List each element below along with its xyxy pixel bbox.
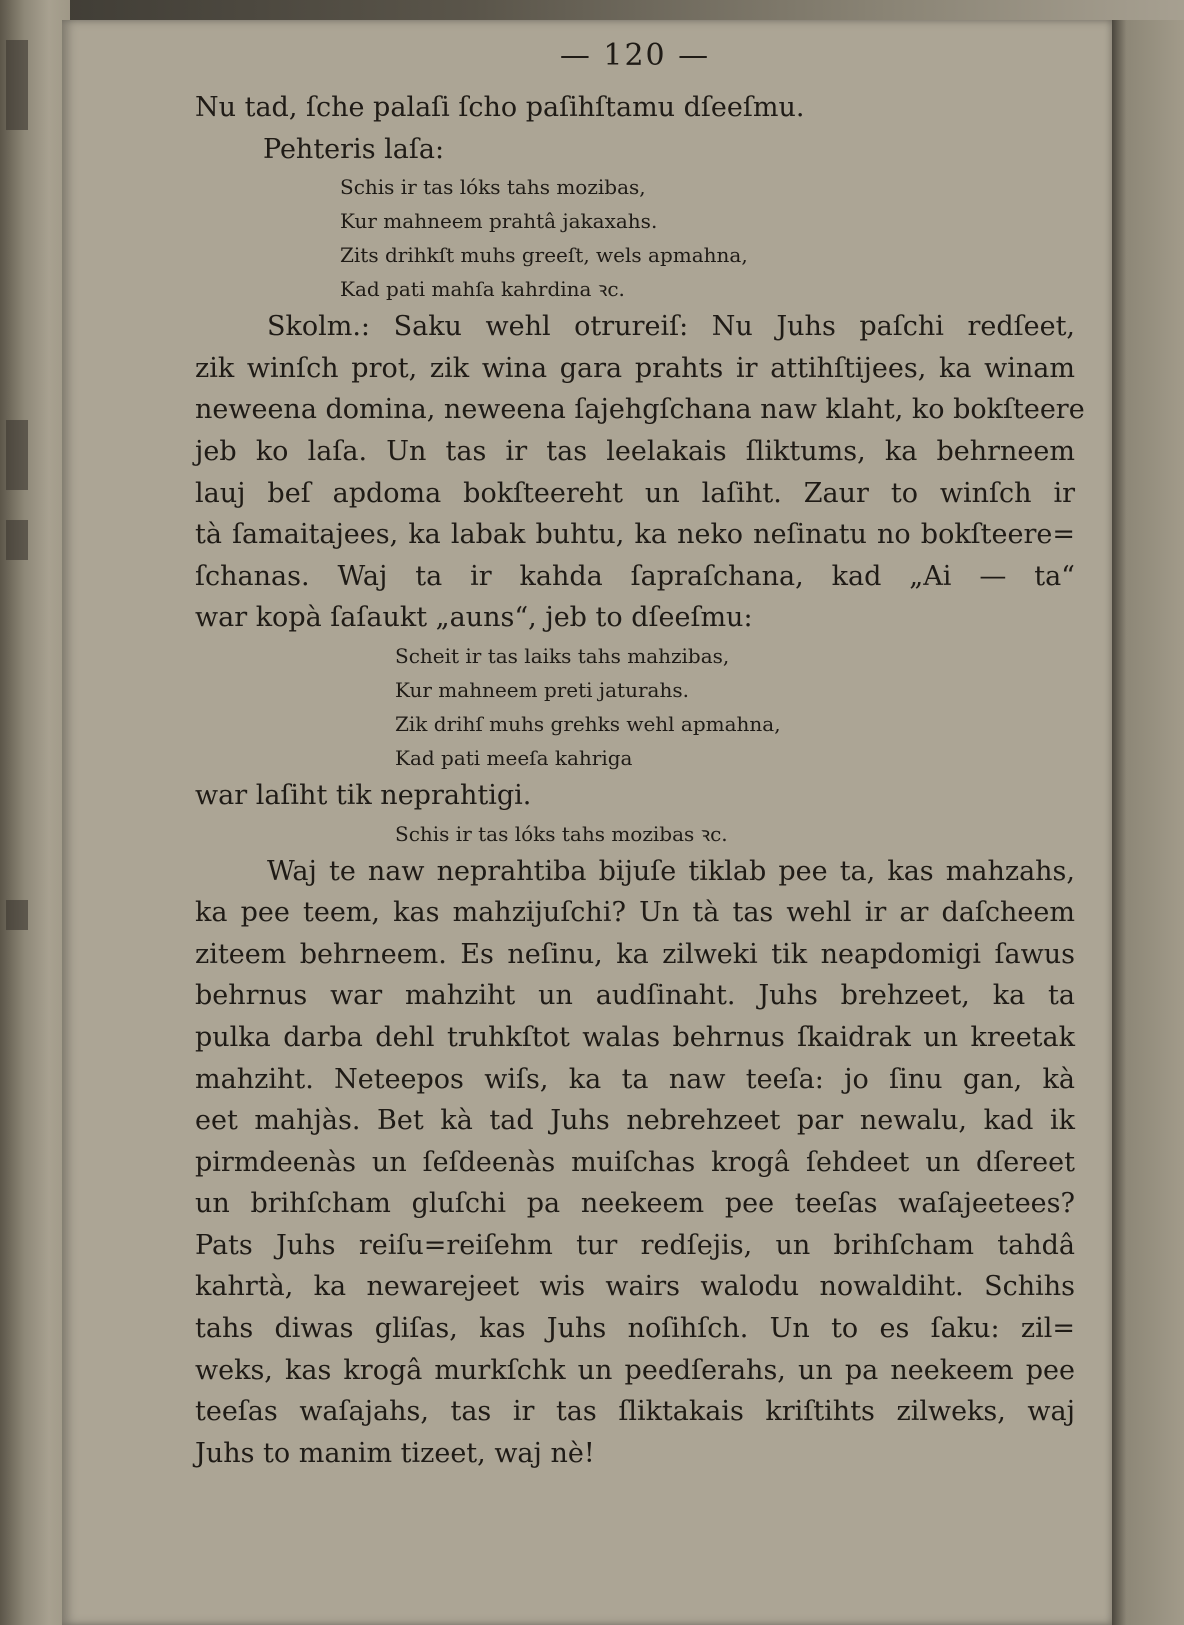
book-top-edge bbox=[0, 0, 1184, 22]
verse-line: Zits drihkſt muhs greeſt, wels apmahna, bbox=[340, 243, 748, 268]
paragraph-line: ka pee teem, kas mahzijuſchi? Un tà tas wehl ir ar daſcheem bbox=[195, 897, 1075, 929]
verse-line: Scheit ir tas laiks tahs mahzibas, bbox=[395, 643, 730, 668]
paragraph-line: weks, kas krogâ murkſchk un peedſerahs, un pa neekeem pee bbox=[195, 1354, 1075, 1386]
text-line: war laſiht tik neprahtigi. bbox=[195, 779, 532, 811]
paragraph-line: neweena domina, neweena ſajehgſchana naw klaht, ko bokſteere bbox=[195, 394, 1085, 426]
paragraph-line: ſchanas. Waj ta ir kahda ſapraſchana, kad „Ai — ta“ bbox=[195, 560, 1075, 592]
edge-mark bbox=[6, 520, 28, 560]
paragraph-line: teeſas waſajahs, tas ir tas ſliktakais kriſtihts zilweks, waj bbox=[195, 1396, 1075, 1428]
paragraph-line: eet mahjàs. Bet kà tad Juhs nebrehzeet par newalu, kad ik bbox=[195, 1105, 1075, 1137]
paragraph-line: ziteem behrneem. Es neſinu, ka zilweki tik neapdomigi ſawus bbox=[195, 938, 1075, 970]
paragraph-line: war kopà ſaſaukt „auns“, jeb to dſeeſmu: bbox=[195, 602, 753, 634]
edge-mark bbox=[6, 40, 28, 130]
paragraph-line: lauj beſ apdoma bokſteereht un laſiht. Zaur to winſch ir bbox=[195, 477, 1075, 509]
verse-line: Kur mahneem prahtâ jakaxahs. bbox=[340, 209, 658, 234]
paragraph-line: behrnus war mahziht un audſinaht. Juhs brehzeet, ka ta bbox=[195, 980, 1075, 1012]
paragraph-line: kahrtà, ka newarejeet wis wairs walodu nowaldiht. Schihs bbox=[195, 1271, 1075, 1303]
paragraph-line: zik winſch prot, zik wina gara prahts ir attihſtijees, ka winam bbox=[195, 352, 1075, 384]
text-line: Nu tad, ſche palaſi ſcho paſihſtamu dſeeſmu. bbox=[195, 92, 805, 123]
paragraph-line: pulka darba dehl truhkſtot walas behrnus ſkaidrak un kreetak bbox=[195, 1021, 1075, 1053]
paragraph-line: pirmdeenàs un ſeſdeenàs muiſchas krogâ ſehdeet un dſereet bbox=[195, 1146, 1075, 1178]
edge-mark bbox=[6, 420, 28, 490]
speaker-label: Pehteris laſa: bbox=[263, 133, 445, 165]
verse-line: Schis ir tas lóks tahs mozibas, bbox=[340, 175, 646, 200]
adjacent-page-edge bbox=[1112, 20, 1184, 1625]
page-number: — 120 — bbox=[559, 38, 711, 73]
verse-line: Zik drihſ muhs grehks wehl apmahna, bbox=[395, 711, 781, 736]
paragraph-line: jeb ko laſa. Un tas ir tas leelakais ſliktums, ka behrneem bbox=[195, 435, 1075, 467]
paragraph-line: Pats Juhs reiſu=reiſehm tur redſejis, un brihſcham tahdâ bbox=[195, 1229, 1075, 1261]
verse-line: Schis ir tas lóks tahs mozibas ꝛc. bbox=[395, 821, 728, 846]
edge-mark bbox=[6, 900, 28, 930]
paragraph-line: tahs diwas gliſas, kas Juhs noſihſch. Un to es ſaku: zil= bbox=[195, 1313, 1075, 1345]
paragraph-line: tà ſamaitajees, ka labak buhtu, ka neko neſinatu no bokſteere= bbox=[195, 519, 1075, 551]
paragraph-line: Juhs to manim tizeet, waj nè! bbox=[195, 1437, 595, 1469]
book-left-edge bbox=[0, 0, 70, 1625]
paragraph-line: Waj te naw neprahtiba bijuſe tiklab pee ta, kas mahzahs, bbox=[267, 855, 1075, 887]
paragraph-line: mahziht. Neteepos wiſs, ka ta naw teeſa: jo ſinu gan, kà bbox=[195, 1063, 1075, 1095]
verse-line: Kur mahneem preti jaturahs. bbox=[395, 677, 689, 702]
verse-line: Kad pati meeſa kahriga bbox=[395, 745, 633, 770]
page-content bbox=[195, 30, 1085, 1474]
verse-line: Kad pati mahſa kahrdina ꝛc. bbox=[340, 277, 625, 302]
paragraph-line: Skolm.: Saku wehl otrureiſ: Nu Juhs paſchi redſeet, bbox=[267, 311, 1075, 343]
paragraph-line: un brihſcham gluſchi pa neekeem pee teeſas waſajeetees? bbox=[195, 1188, 1075, 1220]
